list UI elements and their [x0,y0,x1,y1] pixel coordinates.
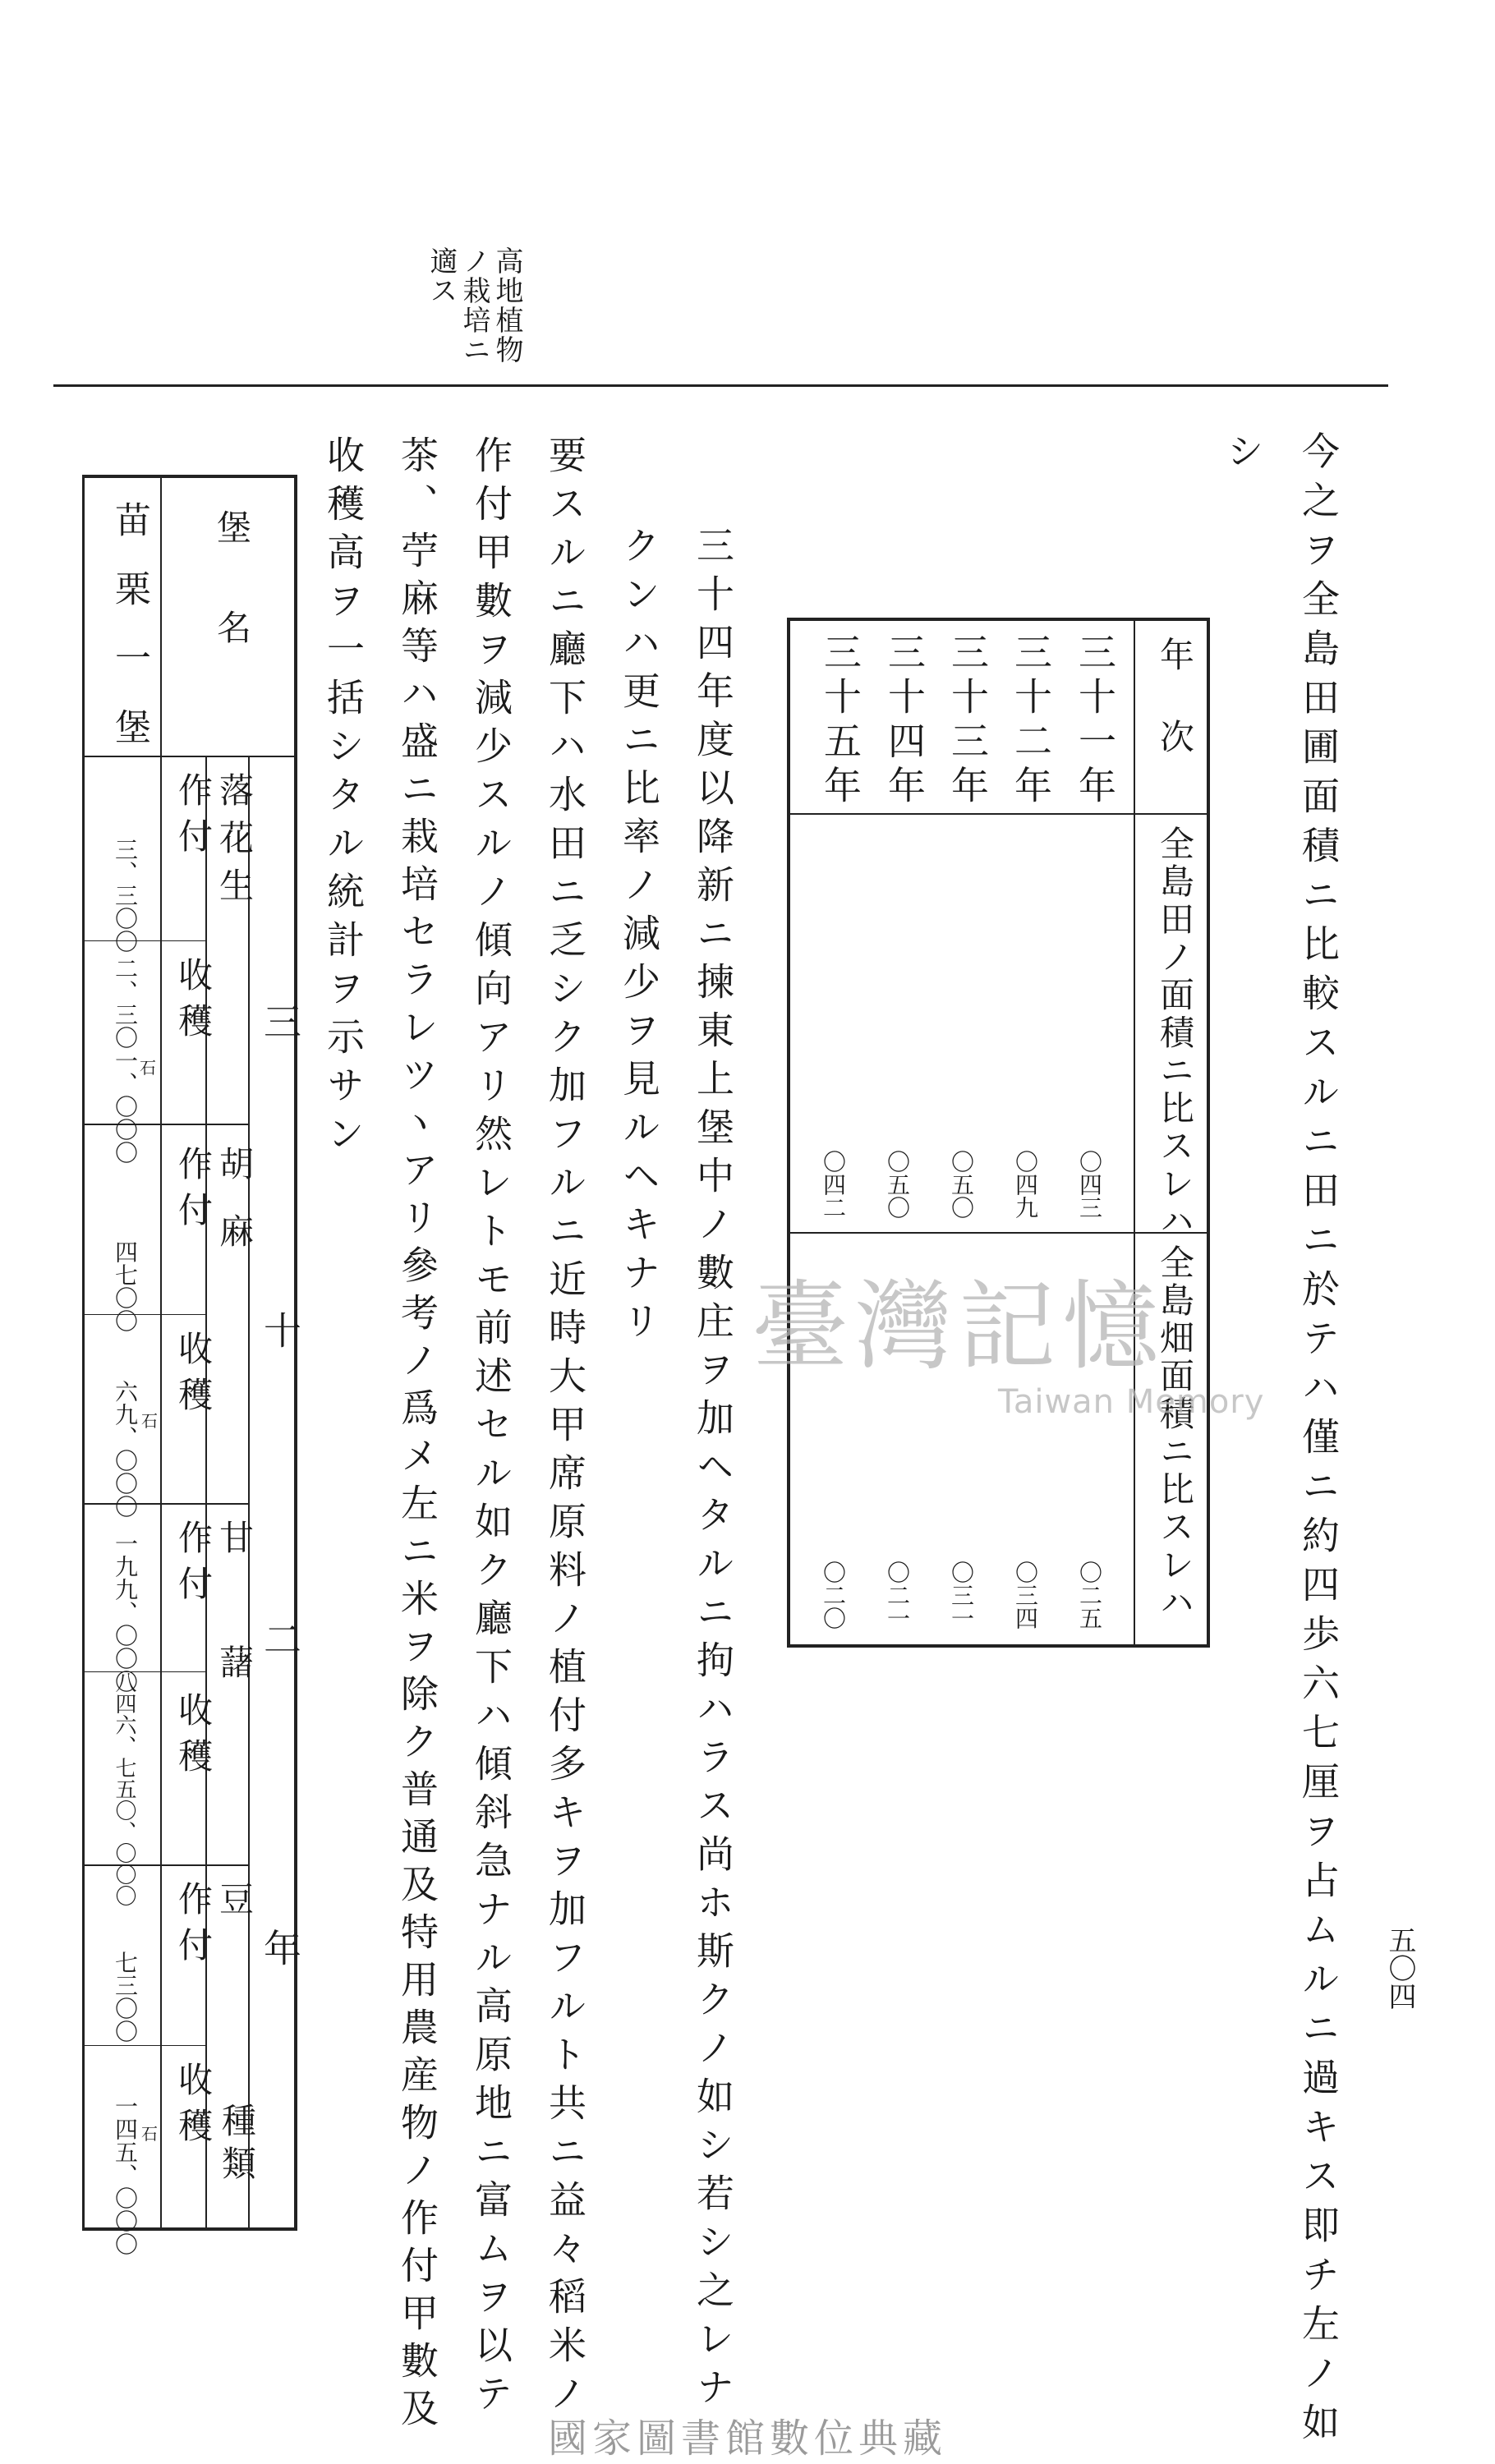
table1-col2-value: 〇二〇 [820,1561,847,1630]
table1-col1-value: 〇四三 [1076,1150,1103,1219]
table2-value: 三、三〇〇 [112,838,139,953]
table1-col1-value: 〇四九 [1012,1150,1039,1219]
table1-col2-value: 〇三四 [1012,1561,1039,1630]
body-line-5: 要スルニ廳下ハ水田ニ乏シク加フルニ近時大甲席原料ノ植付多キヲ加フルト共ニ益々稻米ノ [543,435,587,2422]
table1-year: 三十二年 [1009,632,1053,810]
body-line-6: 作付甲數ヲ減少スルノ傾向アリ然レトモ前述セル如ク廳下ハ傾斜急ナル高原地ニ富ムヲ以テ [469,435,513,2422]
table1-col1-value: 〇四二 [820,1150,847,1219]
page-number: 五〇四 [1383,1926,1416,2010]
table2-value: 一四五、〇〇〇 [112,2094,139,2255]
table1-col2-value: 〇二一 [884,1561,911,1630]
table2-header-bao: 堡名 [212,509,252,710]
body-line-4: クンハ更ニ比率ノ減少ヲ見ルヘキナリ [617,526,661,1349]
body-line-1: 今之ヲ全島田圃面積ニ比較スルニ田ニ於テハ僅ニ約四歩六七厘ヲ占ムルニ過キス即チ左ノ如 [1296,431,1341,2452]
table1-year: 三十三年 [945,632,990,810]
table1-col1-value: 〇五〇 [884,1150,911,1219]
table2-year-heading: 三十二年 [258,1002,302,2237]
table2-crop: 落花生 [214,772,255,915]
table2-row-label: 苗栗一堡 [108,501,150,777]
table2-sub-plant: 作付 [173,772,214,864]
table2-value: 七三〇〇 [112,1951,139,2043]
table2-header-kind: 種類 [217,2103,257,2188]
margin-note-line-2: ノ栽培ニ [458,246,490,365]
table2-value: 二、三〇一、〇〇〇 [112,957,139,1164]
table1-header-col2: 全島畑面積ニ比スレハ [1155,1244,1195,1622]
table1-header-col1: 全島田ノ面積ニ比スレハ [1155,825,1195,1241]
table1-col1-value: 〇五〇 [948,1150,975,1219]
table1-year: 三十五年 [818,632,862,810]
body-line-8: 收穫高ヲ一括シタル統計ヲ示サン [321,435,366,1162]
table2-crop: 豆 [214,1881,255,1922]
footer-source: 國家圖書館數位典藏 [547,2416,947,2462]
table2-sub-harvest: 收穫 [173,1331,214,1423]
body-line-7: 茶、苧麻等ハ盛ニ栽培セラレツヽアリ參考ノ爲メ左ニ米ヲ除ク普通及特用農産物ノ作付甲數及 [395,435,439,2436]
table2-sub-plant: 作付 [173,1519,214,1611]
table2-crop: 甘藷 [214,1519,255,1769]
table2-unit: 石 [140,1058,156,1078]
table2-unit: 石 [141,1411,158,1431]
table2-sub-harvest: 收穫 [173,1692,214,1784]
table1-col2-value: 〇二五 [1076,1561,1103,1630]
table2-crop: 胡麻 [214,1146,255,1280]
watermark-chinese: 臺灣記憶 [752,1270,1166,1383]
table2-value: 八四六、七五〇、〇〇〇 [112,1671,136,1906]
table2-unit: 石 [141,2124,158,2144]
body-line-3: 三十四年度以降新ニ揀東上堡中ノ數庄ヲ加ヘタルニ拘ハラス尚ホ斯クノ如シ若シ之レナ [691,526,735,2416]
table1-col2-value: 〇三一 [948,1561,975,1630]
table2-sub-plant: 作付 [173,1146,214,1238]
table2-value: 六九、〇〇〇 [112,1380,139,1518]
margin-note-line-1: 高地植物 [490,246,523,365]
table2-value: 一九九、〇〇〇 [112,1532,139,1693]
watermark [752,1248,1264,1421]
table1-header-year: 年 次 [1155,637,1195,760]
table1-year: 三十一年 [1073,632,1117,810]
table2-value: 四七〇〇 [112,1240,139,1332]
table2-sub-plant: 作付 [173,1881,214,1973]
table2-sub-harvest: 收穫 [173,957,214,1049]
margin-note-line-3: 適ス [425,246,458,306]
table1-year: 三十四年 [882,632,927,810]
watermark-english: Taiwan Memory [998,1383,1265,1421]
table2-sub-harvest: 收穫 [173,2062,214,2154]
header-rule [53,384,1388,387]
body-line-2: シ [1221,431,1265,480]
